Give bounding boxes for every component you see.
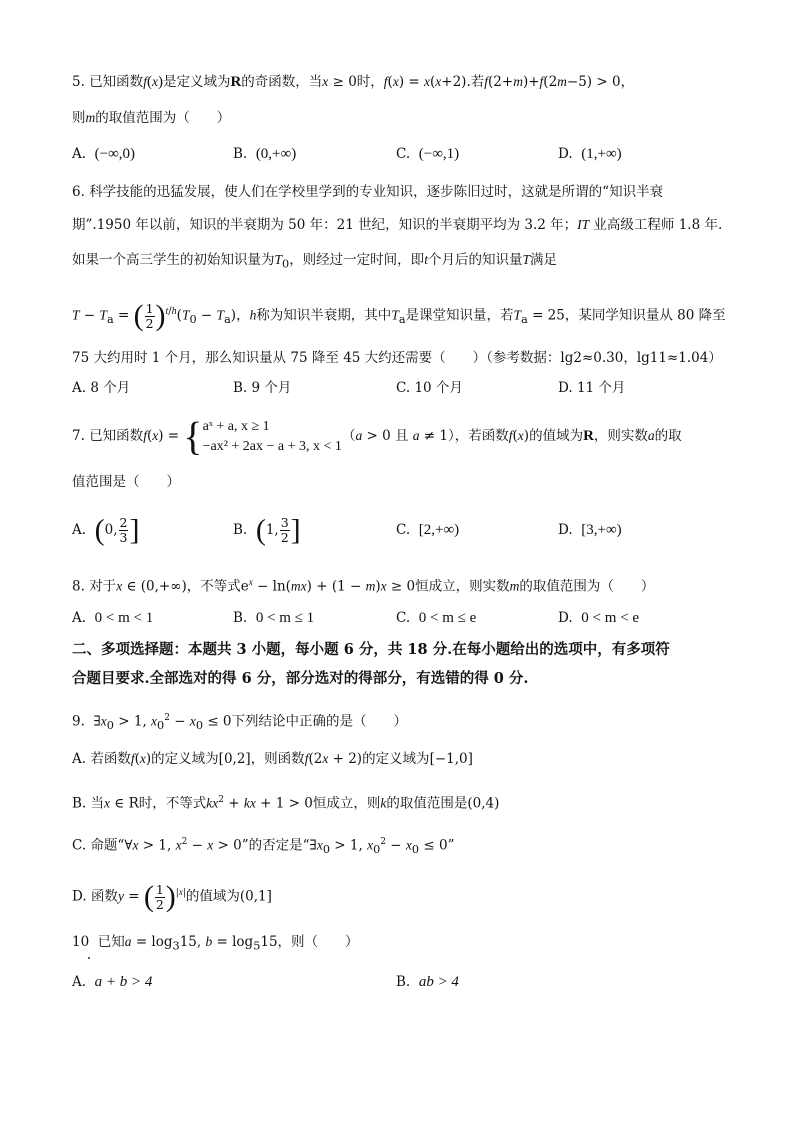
q8-option-a: A. 0 < m < 1	[72, 610, 154, 626]
q8-option-b: B. 0 < m ≤ 1	[233, 610, 315, 626]
q9-option-d: D. 函数y = ( $\frac{1}{2}$ )$^{|x|}$的值域为(0,1]	[72, 880, 272, 913]
q7-stem: 7. 已知函数f(x) = { aˣ + a, x ≥ 1 −ax² + 2ax − a + 3, x < 1 （a > 0 且 a ≠ 1），若函数f(x)的值域为R，则实数a的取	[72, 413, 682, 459]
section-2-heading: 二、多项选择题：本题共 3 小题，每小题 6 分，共 18 分.在每小题给出的选项中，有多项符	[72, 641, 670, 658]
q6-option-c: C. 10 个月	[396, 380, 463, 396]
q9-option-c: C. 命题“∀x > 1, $x^2 - x > 0$”的否定是“$\exists x_0 > 1$, $x_0^2 - x_0 \le 0$”	[72, 837, 455, 857]
q8-stem: 8. 对于x ∈ (0,+∞)，不等式$e^x - \ln(mx) + (1 - m)x \ge 0$恒成立，则实数m的取值范围为（ ）	[72, 577, 655, 595]
q6-stem-line1: 6. 科学技能的迅猛发展，使人们在学校里学到的专业知识，逐步陈旧过时，这就是所谓的“知识半衰	[72, 184, 664, 200]
q7-option-d: D. [3,+∞)	[558, 522, 622, 538]
q6-stem-line3: 如果一个高三学生的初始知识量为$T_0$，则经过一定时间，即t个月后的知识量T满足	[72, 252, 557, 271]
section-2-instructions: 合题目要求.全部选对的得 6 分，部分选对的得部分，有选错的得 0 分.	[72, 670, 529, 687]
q5-option-b: B. (0,+∞)	[233, 146, 297, 162]
q5-option-c: C. (−∞,1)	[396, 146, 460, 162]
q9-option-a: A. 若函数f(x)的定义域为[0,2]，则函数f(2x + 2)的定义域为[−1,0]	[72, 751, 473, 767]
q10-option-b: B. ab > 4	[396, 974, 459, 990]
q6-option-d: D. 11 个月	[558, 380, 626, 396]
q7-stem-line2: 值范围是（ ）	[72, 474, 180, 490]
q10-stem: 10 已知$a = \log_315$, $b = \log_515$，则（ ）	[72, 934, 359, 953]
q6-stem-line5: 75 大约用时 1 个月，那么知识量从 75 降至 45 大约还需要（ ）（参考数据：lg2≈0.30，lg11≈1.04）	[72, 350, 722, 366]
q9-option-b: B. 当x ∈ R时，不等式$kx^2$ + kx + 1 > 0恒成立，则k的取值范围是(0,4)	[72, 795, 500, 812]
q9-stem: 9. $\exists x_0 > 1$, $x_0^2 - x_0 \le 0$下列结论中正确的是（ ）	[72, 713, 408, 733]
q5-option-d: D. (1,+∞)	[558, 146, 622, 162]
q7-option-c: C. [2,+∞)	[396, 522, 460, 538]
stray-mark	[88, 957, 90, 959]
q8-option-c: C. 0 < m ≤ e	[396, 610, 477, 626]
q5-stem: 5. 已知函数f(x)是定义域为R的奇函数，当x ≥ 0时，f(x) = x(x+2).若f(2+m)+f(2m−5) > 0，	[72, 74, 635, 90]
q5-stem-line2: 则m的取值范围为（ ）	[72, 110, 231, 126]
q8-option-d: D. 0 < m < e	[558, 610, 639, 626]
q6-option-a: A. 8 个月	[72, 380, 131, 396]
q10-option-a: A. a + b > 4	[72, 974, 153, 990]
q6-formula-line: $T - T_a$ = ( $\frac{1}{2}$ )$^{t/h}(T_0 - T_a)$，h称为知识半衰期，其中$T_a$是课堂知识量，若$T_a = 25$，某同学知识量从 80 降至	[72, 299, 726, 332]
q7-option-b: B. (1, $\frac{3}{2}$ ]	[233, 513, 301, 547]
q7-option-a: A. (0, $\frac{2}{3}$ ]	[72, 513, 140, 547]
q6-option-b: B. 9 个月	[233, 380, 292, 396]
q6-stem-line2: 期”.1950 年以前，知识的半衰期为 50 年：21 世纪，知识的半衰期平均为 3.2 年；IT 业高级工程师 1.8 年.	[72, 217, 723, 233]
q5-option-a: A. (−∞,0)	[72, 146, 136, 162]
